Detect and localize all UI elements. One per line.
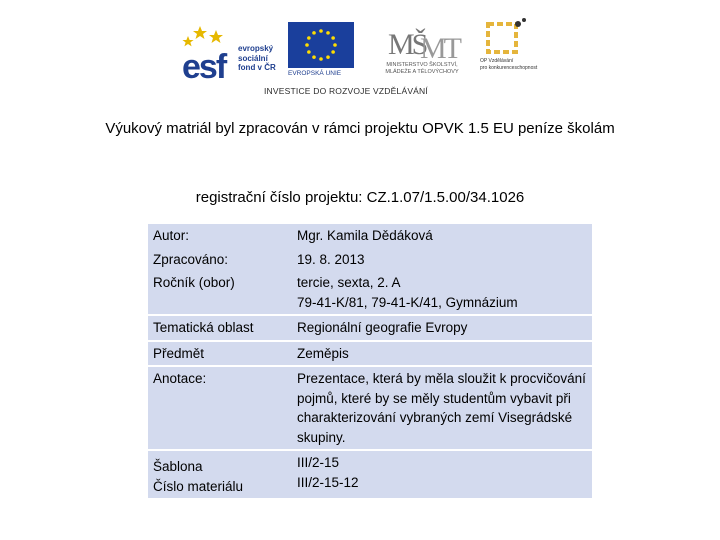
info-table [148, 224, 592, 498]
table-row-subject [148, 341, 592, 367]
op-logo [480, 18, 540, 94]
eu-star-icon [319, 29, 323, 33]
op-mark-icon [480, 18, 540, 58]
eu-star-icon [333, 43, 337, 47]
eu-label: EVROPSKÁ UNIE [288, 70, 342, 77]
eu-star-icon [326, 31, 330, 35]
eu-star-icon [305, 43, 309, 47]
msmt-mark-icon [376, 18, 466, 60]
grade-value: tercie, sexta, 2. A 79-41-K/81, 79-41-K/41, Gymnázium [292, 271, 592, 315]
table-row-date [148, 248, 592, 272]
topic-value: Regionální geografie Evropy [292, 315, 592, 341]
table-row-grade [148, 271, 592, 315]
msmt-mark-text: MŠ [388, 28, 426, 60]
topic-label: Tematická oblast [148, 315, 292, 341]
op-label: OP Vzdělávání pro konkurenceschopnost [480, 58, 538, 71]
template-value: III/2-15 III/2-15-12 [292, 450, 592, 498]
msmt-mark-text2: MT [420, 32, 459, 60]
eu-star-icon [331, 50, 335, 54]
eu-star-icon [312, 55, 316, 59]
author-label: Autor: [148, 224, 292, 248]
table-row-topic [148, 315, 592, 341]
table-row-author [148, 224, 592, 248]
esf-mark-text: esf [182, 48, 226, 82]
eu-flag-icon [288, 22, 354, 68]
eu-logo [288, 22, 354, 92]
eu-star-icon [312, 31, 316, 35]
esf-logo [180, 22, 285, 80]
annotation-label: Anotace: [148, 366, 292, 450]
author-value: Mgr. Kamila Dědáková [292, 224, 592, 248]
eu-star-icon [319, 57, 323, 61]
eu-star-icon [307, 50, 311, 54]
registration-number: registrační číslo projektu: CZ.1.07/1.5.00/34.1026 [195, 189, 525, 206]
eu-star-icon [331, 36, 335, 40]
grade-label: Ročník (obor) [148, 271, 292, 315]
subject-value: Zeměpis [292, 341, 592, 367]
msmt-logo [376, 18, 466, 94]
subject-label: Předmět [148, 341, 292, 367]
date-label: Zpracováno: [148, 248, 292, 272]
eu-star-icon [326, 55, 330, 59]
page-title: Výukový matriál byl zpracován v rámci projektu OPVK 1.5 EU peníze školám [105, 120, 615, 137]
table-row-annotation [148, 366, 592, 450]
eu-star-icon [307, 36, 311, 40]
annotation-value: Prezentace, která by měla sloužit k procvičování pojmů, které by se měly studentům vybavit při charakterizování vybraných zemí Visegrádské skupiny. [292, 366, 592, 450]
tagline: INVESTICE DO ROZVOJE VZDĚLÁVÁNÍ [264, 86, 428, 96]
date-value: 19. 8. 2013 [292, 248, 592, 272]
msmt-label: MINISTERSTVO ŠKOLSTVÍ, MLÁDEŽE A TĚLOVÝCHOVY [385, 62, 459, 75]
table-row-template [148, 450, 592, 498]
template-label: Šablona Číslo materiálu [148, 450, 292, 498]
esf-text: evropský sociální fond v ČR [238, 44, 276, 72]
